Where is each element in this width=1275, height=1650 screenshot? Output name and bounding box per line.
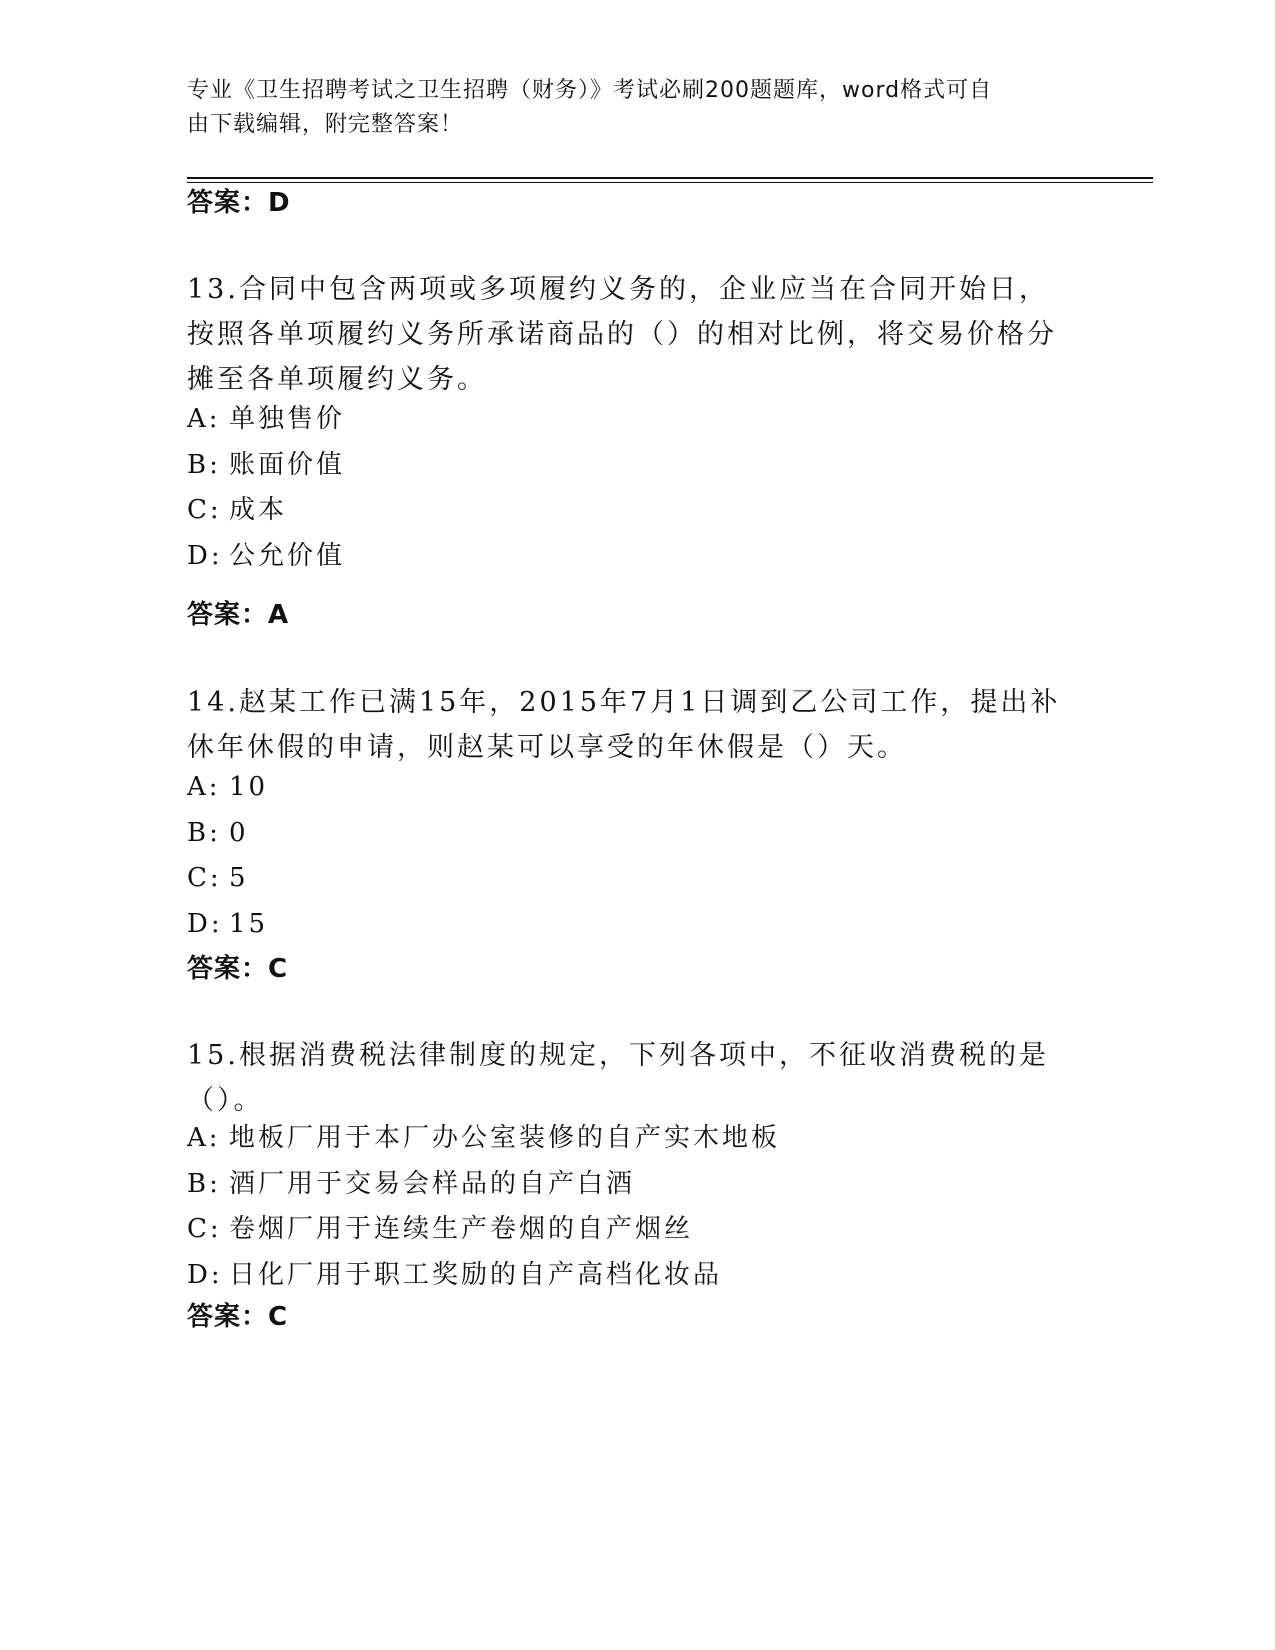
option-text: 卷烟厂用于连续生产卷烟的自产烟丝	[229, 1214, 694, 1244]
option-letter: D:	[187, 908, 223, 939]
option-d	[187, 1253, 1067, 1299]
option-c	[187, 856, 1067, 902]
option-text: 10	[229, 772, 269, 802]
option-letter: B:	[187, 817, 221, 848]
option-letter: A:	[187, 772, 221, 802]
option-text: 地板厂用于本厂办公室装修的自产实木地板	[229, 1123, 781, 1153]
option-d	[187, 534, 1067, 580]
header-divider-thin	[187, 182, 1153, 183]
option-text: 单独售价	[229, 404, 346, 434]
question-13-text: 13.合同中包含两项或多项履约义务的，企业应当在合同开始日，按照各单项履约义务所承诺商品的（）的相对比例，将交易价格分摊至各单项履约义务。	[187, 274, 1057, 395]
option-letter: A:	[187, 404, 221, 434]
option-b	[187, 1162, 1067, 1208]
option-a	[187, 765, 1067, 811]
document-header	[187, 74, 1067, 142]
header-divider-thick	[187, 177, 1153, 179]
question-14-options	[187, 765, 1067, 947]
question-15-options	[187, 1116, 1067, 1298]
option-letter: C:	[187, 863, 222, 893]
option-c	[187, 1207, 1067, 1253]
question-13-answer: 答案：A	[187, 600, 290, 630]
option-text: 15	[229, 908, 269, 939]
option-text: 酒厂用于交易会样品的自产白酒	[229, 1168, 636, 1199]
question-14-text: 14.赵某工作已满15年，2015年7月1日调到乙公司工作，提出补休年休假的申请，则赵某可以享受的年休假是（）天。	[187, 687, 1061, 763]
option-text: 5	[229, 863, 249, 893]
option-letter: B:	[187, 1168, 221, 1199]
question-15-text: 15.根据消费税法律制度的规定，下列各项中，不征收消费税的是（）。	[187, 1040, 1049, 1116]
header-line-1: 专业《卫生招聘考试之卫生招聘（财务）》考试必刷200题题库，word格式可自	[187, 78, 993, 103]
option-letter: D:	[187, 540, 223, 571]
option-b	[187, 443, 1067, 489]
option-a	[187, 397, 1067, 443]
option-letter: D:	[187, 1259, 223, 1290]
option-c	[187, 488, 1067, 534]
header-line-2: 由下载编辑，附完整答案！	[187, 112, 464, 137]
question-14-answer: 答案：C	[187, 954, 289, 984]
option-letter: B:	[187, 449, 221, 480]
option-text: 日化厂用于职工奖励的自产高档化妆品	[229, 1259, 723, 1290]
option-text: 账面价值	[229, 449, 346, 480]
option-d	[187, 902, 1067, 948]
option-letter: A:	[187, 1123, 221, 1153]
previous-answer: 答案：D	[187, 188, 291, 218]
option-text: 0	[229, 817, 249, 848]
option-text: 成本	[229, 495, 288, 525]
option-b	[187, 811, 1067, 857]
option-letter: C:	[187, 1214, 222, 1244]
option-text: 公允价值	[229, 540, 346, 571]
option-a	[187, 1116, 1067, 1162]
question-15-answer: 答案：C	[187, 1302, 289, 1332]
option-letter: C:	[187, 495, 222, 525]
question-13-options	[187, 397, 1067, 579]
